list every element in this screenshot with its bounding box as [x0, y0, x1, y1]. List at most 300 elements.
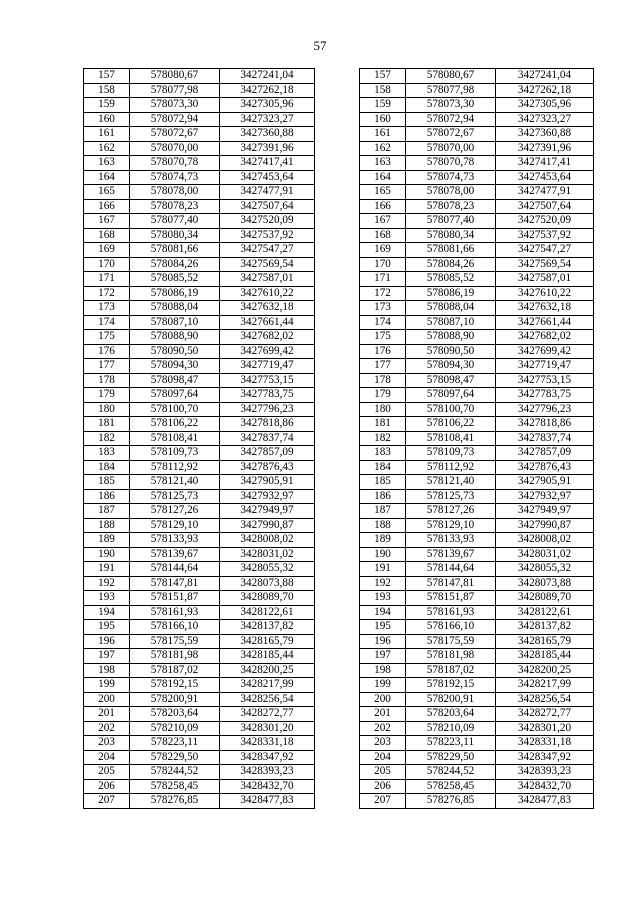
right-y-coordinate-cell: 3427262,18 — [496, 83, 594, 98]
left-x-coordinate-cell: 578077,98 — [130, 83, 220, 98]
right-y-coordinate-cell: 3428272,77 — [496, 707, 594, 722]
right-x-coordinate-cell: 578088,04 — [406, 301, 496, 316]
right-y-coordinate-cell: 3427682,02 — [496, 330, 594, 345]
left-point-number-cell: 192 — [84, 576, 130, 591]
left-x-coordinate-cell: 578084,26 — [130, 257, 220, 272]
column-gap-cell — [315, 272, 360, 287]
right-point-number-cell: 185 — [360, 475, 406, 490]
left-y-coordinate-cell: 3427391,96 — [220, 141, 315, 156]
left-x-coordinate-cell: 578175,59 — [130, 634, 220, 649]
left-point-number-cell: 181 — [84, 417, 130, 432]
left-point-number-cell: 188 — [84, 518, 130, 533]
right-y-coordinate-cell: 3427837,74 — [496, 431, 594, 446]
left-y-coordinate-cell: 3427587,01 — [220, 272, 315, 287]
right-point-number-cell: 186 — [360, 489, 406, 504]
column-gap-cell — [315, 707, 360, 722]
left-x-coordinate-cell: 578187,02 — [130, 663, 220, 678]
table-row — [84, 663, 594, 678]
left-y-coordinate-cell: 3428347,92 — [220, 750, 315, 765]
left-y-coordinate-cell: 3428331,18 — [220, 736, 315, 751]
right-point-number-cell: 203 — [360, 736, 406, 751]
right-point-number-cell: 205 — [360, 765, 406, 780]
left-y-coordinate-cell: 3428477,83 — [220, 794, 315, 809]
left-x-coordinate-cell: 578088,04 — [130, 301, 220, 316]
right-y-coordinate-cell: 3427661,44 — [496, 315, 594, 330]
right-y-coordinate-cell: 3427453,64 — [496, 170, 594, 185]
right-y-coordinate-cell: 3428185,44 — [496, 649, 594, 664]
right-x-coordinate-cell: 578133,93 — [406, 533, 496, 548]
column-gap-cell — [315, 373, 360, 388]
left-x-coordinate-cell: 578087,10 — [130, 315, 220, 330]
left-point-number-cell: 203 — [84, 736, 130, 751]
right-point-number-cell: 179 — [360, 388, 406, 403]
right-x-coordinate-cell: 578129,10 — [406, 518, 496, 533]
left-y-coordinate-cell: 3427477,91 — [220, 185, 315, 200]
right-point-number-cell: 190 — [360, 547, 406, 562]
right-x-coordinate-cell: 578070,78 — [406, 156, 496, 171]
left-x-coordinate-cell: 578125,73 — [130, 489, 220, 504]
right-y-coordinate-cell: 3427632,18 — [496, 301, 594, 316]
right-point-number-cell: 206 — [360, 779, 406, 794]
left-y-coordinate-cell: 3428122,61 — [220, 605, 315, 620]
left-point-number-cell: 163 — [84, 156, 130, 171]
right-x-coordinate-cell: 578244,52 — [406, 765, 496, 780]
right-x-coordinate-cell: 578139,67 — [406, 547, 496, 562]
table-row — [84, 446, 594, 461]
left-point-number-cell: 194 — [84, 605, 130, 620]
coordinates-table-body — [84, 69, 594, 809]
left-y-coordinate-cell: 3427783,75 — [220, 388, 315, 403]
left-point-number-cell: 170 — [84, 257, 130, 272]
right-y-coordinate-cell: 3427753,15 — [496, 373, 594, 388]
right-y-coordinate-cell: 3428073,88 — [496, 576, 594, 591]
right-point-number-cell: 193 — [360, 591, 406, 606]
column-gap-cell — [315, 504, 360, 519]
column-gap-cell — [315, 591, 360, 606]
right-point-number-cell: 169 — [360, 243, 406, 258]
right-y-coordinate-cell: 3428217,99 — [496, 678, 594, 693]
left-y-coordinate-cell: 3427682,02 — [220, 330, 315, 345]
left-point-number-cell: 172 — [84, 286, 130, 301]
column-gap-cell — [315, 315, 360, 330]
left-y-coordinate-cell: 3427932,97 — [220, 489, 315, 504]
left-y-coordinate-cell: 3428200,25 — [220, 663, 315, 678]
right-x-coordinate-cell: 578127,26 — [406, 504, 496, 519]
right-y-coordinate-cell: 3427507,64 — [496, 199, 594, 214]
right-y-coordinate-cell: 3428393,23 — [496, 765, 594, 780]
right-x-coordinate-cell: 578087,10 — [406, 315, 496, 330]
column-gap-cell — [315, 228, 360, 243]
left-point-number-cell: 167 — [84, 214, 130, 229]
right-x-coordinate-cell: 578223,11 — [406, 736, 496, 751]
table-row — [84, 286, 594, 301]
left-point-number-cell: 166 — [84, 199, 130, 214]
left-y-coordinate-cell: 3428073,88 — [220, 576, 315, 591]
right-y-coordinate-cell: 3427905,91 — [496, 475, 594, 490]
table-row — [84, 489, 594, 504]
column-gap-cell — [315, 692, 360, 707]
right-point-number-cell: 173 — [360, 301, 406, 316]
right-y-coordinate-cell: 3427323,27 — [496, 112, 594, 127]
column-gap-cell — [315, 301, 360, 316]
right-y-coordinate-cell: 3428137,82 — [496, 620, 594, 635]
column-gap-cell — [315, 475, 360, 490]
right-point-number-cell: 170 — [360, 257, 406, 272]
left-y-coordinate-cell: 3427610,22 — [220, 286, 315, 301]
column-gap-cell — [315, 69, 360, 84]
column-gap-cell — [315, 199, 360, 214]
column-gap-cell — [315, 663, 360, 678]
table-row — [84, 315, 594, 330]
left-y-coordinate-cell: 3428256,54 — [220, 692, 315, 707]
left-x-coordinate-cell: 578100,70 — [130, 402, 220, 417]
left-x-coordinate-cell: 578098,47 — [130, 373, 220, 388]
table-row — [84, 141, 594, 156]
right-point-number-cell: 204 — [360, 750, 406, 765]
right-y-coordinate-cell: 3427699,42 — [496, 344, 594, 359]
left-point-number-cell: 165 — [84, 185, 130, 200]
right-y-coordinate-cell: 3427547,27 — [496, 243, 594, 258]
table-row — [84, 243, 594, 258]
left-point-number-cell: 173 — [84, 301, 130, 316]
left-point-number-cell: 202 — [84, 721, 130, 736]
right-point-number-cell: 188 — [360, 518, 406, 533]
left-x-coordinate-cell: 578210,09 — [130, 721, 220, 736]
right-point-number-cell: 207 — [360, 794, 406, 809]
right-point-number-cell: 177 — [360, 359, 406, 374]
right-x-coordinate-cell: 578106,22 — [406, 417, 496, 432]
left-point-number-cell: 183 — [84, 446, 130, 461]
right-x-coordinate-cell: 578077,98 — [406, 83, 496, 98]
table-row — [84, 605, 594, 620]
right-x-coordinate-cell: 578094,30 — [406, 359, 496, 374]
right-x-coordinate-cell: 578166,10 — [406, 620, 496, 635]
left-y-coordinate-cell: 3428301,20 — [220, 721, 315, 736]
column-gap-cell — [315, 562, 360, 577]
left-point-number-cell: 207 — [84, 794, 130, 809]
right-point-number-cell: 163 — [360, 156, 406, 171]
table-row — [84, 721, 594, 736]
right-point-number-cell: 168 — [360, 228, 406, 243]
left-x-coordinate-cell: 578129,10 — [130, 518, 220, 533]
right-y-coordinate-cell: 3428347,92 — [496, 750, 594, 765]
right-point-number-cell: 199 — [360, 678, 406, 693]
left-point-number-cell: 169 — [84, 243, 130, 258]
column-gap-cell — [315, 533, 360, 548]
left-y-coordinate-cell: 3428055,32 — [220, 562, 315, 577]
column-gap-cell — [315, 243, 360, 258]
table-row — [84, 127, 594, 142]
left-x-coordinate-cell: 578127,26 — [130, 504, 220, 519]
right-point-number-cell: 164 — [360, 170, 406, 185]
table-row — [84, 344, 594, 359]
table-row — [84, 112, 594, 127]
column-gap-cell — [315, 446, 360, 461]
left-y-coordinate-cell: 3427360,88 — [220, 127, 315, 142]
right-x-coordinate-cell: 578192,15 — [406, 678, 496, 693]
right-y-coordinate-cell: 3427417,41 — [496, 156, 594, 171]
column-gap-cell — [315, 388, 360, 403]
right-y-coordinate-cell: 3428165,79 — [496, 634, 594, 649]
left-x-coordinate-cell: 578147,81 — [130, 576, 220, 591]
right-y-coordinate-cell: 3427796,23 — [496, 402, 594, 417]
left-y-coordinate-cell: 3427837,74 — [220, 431, 315, 446]
left-x-coordinate-cell: 578276,85 — [130, 794, 220, 809]
left-x-coordinate-cell: 578112,92 — [130, 460, 220, 475]
left-point-number-cell: 190 — [84, 547, 130, 562]
column-gap-cell — [315, 257, 360, 272]
right-y-coordinate-cell: 3427305,96 — [496, 98, 594, 113]
table-row — [84, 431, 594, 446]
left-x-coordinate-cell: 578094,30 — [130, 359, 220, 374]
left-x-coordinate-cell: 578106,22 — [130, 417, 220, 432]
right-y-coordinate-cell: 3427477,91 — [496, 185, 594, 200]
right-x-coordinate-cell: 578078,23 — [406, 199, 496, 214]
right-x-coordinate-cell: 578147,81 — [406, 576, 496, 591]
column-gap-cell — [315, 620, 360, 635]
left-y-coordinate-cell: 3427241,04 — [220, 69, 315, 84]
left-y-coordinate-cell: 3427569,54 — [220, 257, 315, 272]
right-y-coordinate-cell: 3428008,02 — [496, 533, 594, 548]
right-x-coordinate-cell: 578112,92 — [406, 460, 496, 475]
right-x-coordinate-cell: 578161,93 — [406, 605, 496, 620]
table-row — [84, 765, 594, 780]
right-point-number-cell: 175 — [360, 330, 406, 345]
left-x-coordinate-cell: 578121,40 — [130, 475, 220, 490]
right-x-coordinate-cell: 578085,52 — [406, 272, 496, 287]
right-y-coordinate-cell: 3427569,54 — [496, 257, 594, 272]
left-point-number-cell: 174 — [84, 315, 130, 330]
right-point-number-cell: 180 — [360, 402, 406, 417]
right-y-coordinate-cell: 3427932,97 — [496, 489, 594, 504]
left-point-number-cell: 178 — [84, 373, 130, 388]
left-point-number-cell: 191 — [84, 562, 130, 577]
table-row — [84, 228, 594, 243]
right-x-coordinate-cell: 578175,59 — [406, 634, 496, 649]
left-point-number-cell: 162 — [84, 141, 130, 156]
right-y-coordinate-cell: 3427949,97 — [496, 504, 594, 519]
table-row — [84, 576, 594, 591]
left-point-number-cell: 159 — [84, 98, 130, 113]
page-number: 57 — [313, 38, 327, 53]
left-y-coordinate-cell: 3428031,02 — [220, 547, 315, 562]
right-x-coordinate-cell: 578084,26 — [406, 257, 496, 272]
left-point-number-cell: 171 — [84, 272, 130, 287]
right-point-number-cell: 184 — [360, 460, 406, 475]
right-point-number-cell: 176 — [360, 344, 406, 359]
left-y-coordinate-cell: 3427753,15 — [220, 373, 315, 388]
left-y-coordinate-cell: 3428008,02 — [220, 533, 315, 548]
right-y-coordinate-cell: 3428331,18 — [496, 736, 594, 751]
table-row — [84, 620, 594, 635]
right-point-number-cell: 202 — [360, 721, 406, 736]
column-gap-cell — [315, 547, 360, 562]
table-row — [84, 460, 594, 475]
left-x-coordinate-cell: 578077,40 — [130, 214, 220, 229]
left-x-coordinate-cell: 578108,41 — [130, 431, 220, 446]
column-gap-cell — [315, 576, 360, 591]
left-y-coordinate-cell: 3427857,09 — [220, 446, 315, 461]
column-gap-cell — [315, 649, 360, 664]
left-point-number-cell: 200 — [84, 692, 130, 707]
right-y-coordinate-cell: 3428301,20 — [496, 721, 594, 736]
table-row — [84, 562, 594, 577]
left-point-number-cell: 193 — [84, 591, 130, 606]
column-gap-cell — [315, 765, 360, 780]
table-row — [84, 533, 594, 548]
column-gap-cell — [315, 286, 360, 301]
right-y-coordinate-cell: 3428055,32 — [496, 562, 594, 577]
left-x-coordinate-cell: 578244,52 — [130, 765, 220, 780]
left-y-coordinate-cell: 3427520,09 — [220, 214, 315, 229]
right-x-coordinate-cell: 578072,67 — [406, 127, 496, 142]
right-y-coordinate-cell: 3428256,54 — [496, 692, 594, 707]
left-x-coordinate-cell: 578072,67 — [130, 127, 220, 142]
right-x-coordinate-cell: 578121,40 — [406, 475, 496, 490]
left-point-number-cell: 199 — [84, 678, 130, 693]
table-row — [84, 547, 594, 562]
right-x-coordinate-cell: 578258,45 — [406, 779, 496, 794]
left-point-number-cell: 198 — [84, 663, 130, 678]
left-x-coordinate-cell: 578072,94 — [130, 112, 220, 127]
table-row — [84, 272, 594, 287]
column-gap-cell — [315, 112, 360, 127]
right-point-number-cell: 159 — [360, 98, 406, 113]
left-y-coordinate-cell: 3428165,79 — [220, 634, 315, 649]
column-gap-cell — [315, 750, 360, 765]
left-x-coordinate-cell: 578200,91 — [130, 692, 220, 707]
left-y-coordinate-cell: 3427905,91 — [220, 475, 315, 490]
left-y-coordinate-cell: 3427305,96 — [220, 98, 315, 113]
left-y-coordinate-cell: 3427876,43 — [220, 460, 315, 475]
left-x-coordinate-cell: 578078,23 — [130, 199, 220, 214]
right-x-coordinate-cell: 578080,67 — [406, 69, 496, 84]
table-row — [84, 214, 594, 229]
right-y-coordinate-cell: 3428432,70 — [496, 779, 594, 794]
left-point-number-cell: 168 — [84, 228, 130, 243]
left-x-coordinate-cell: 578203,64 — [130, 707, 220, 722]
right-x-coordinate-cell: 578078,00 — [406, 185, 496, 200]
column-gap-cell — [315, 170, 360, 185]
column-gap-cell — [315, 634, 360, 649]
left-point-number-cell: 195 — [84, 620, 130, 635]
left-y-coordinate-cell: 3428272,77 — [220, 707, 315, 722]
left-point-number-cell: 196 — [84, 634, 130, 649]
right-point-number-cell: 172 — [360, 286, 406, 301]
right-point-number-cell: 157 — [360, 69, 406, 84]
right-point-number-cell: 158 — [360, 83, 406, 98]
left-y-coordinate-cell: 3427796,23 — [220, 402, 315, 417]
right-x-coordinate-cell: 578088,90 — [406, 330, 496, 345]
table-row — [84, 475, 594, 490]
right-x-coordinate-cell: 578210,09 — [406, 721, 496, 736]
right-point-number-cell: 187 — [360, 504, 406, 519]
right-y-coordinate-cell: 3427537,92 — [496, 228, 594, 243]
left-x-coordinate-cell: 578258,45 — [130, 779, 220, 794]
table-row — [84, 199, 594, 214]
left-point-number-cell: 175 — [84, 330, 130, 345]
column-gap-cell — [315, 402, 360, 417]
right-x-coordinate-cell: 578072,94 — [406, 112, 496, 127]
left-x-coordinate-cell: 578088,90 — [130, 330, 220, 345]
right-y-coordinate-cell: 3427876,43 — [496, 460, 594, 475]
left-point-number-cell: 176 — [84, 344, 130, 359]
right-y-coordinate-cell: 3428031,02 — [496, 547, 594, 562]
left-x-coordinate-cell: 578109,73 — [130, 446, 220, 461]
left-y-coordinate-cell: 3427699,42 — [220, 344, 315, 359]
right-x-coordinate-cell: 578086,19 — [406, 286, 496, 301]
left-x-coordinate-cell: 578080,67 — [130, 69, 220, 84]
left-y-coordinate-cell: 3427632,18 — [220, 301, 315, 316]
table-row — [84, 402, 594, 417]
right-y-coordinate-cell: 3428200,25 — [496, 663, 594, 678]
table-row — [84, 678, 594, 693]
right-y-coordinate-cell: 3427610,22 — [496, 286, 594, 301]
left-point-number-cell: 187 — [84, 504, 130, 519]
right-x-coordinate-cell: 578200,91 — [406, 692, 496, 707]
right-y-coordinate-cell: 3427587,01 — [496, 272, 594, 287]
right-x-coordinate-cell: 578125,73 — [406, 489, 496, 504]
right-x-coordinate-cell: 578074,73 — [406, 170, 496, 185]
column-gap-cell — [315, 431, 360, 446]
left-y-coordinate-cell: 3427417,41 — [220, 156, 315, 171]
table-row — [84, 417, 594, 432]
table-row — [84, 707, 594, 722]
right-y-coordinate-cell: 3428089,70 — [496, 591, 594, 606]
left-point-number-cell: 164 — [84, 170, 130, 185]
column-gap-cell — [315, 344, 360, 359]
left-point-number-cell: 206 — [84, 779, 130, 794]
table-row — [84, 98, 594, 113]
left-y-coordinate-cell: 3428217,99 — [220, 678, 315, 693]
right-x-coordinate-cell: 578229,50 — [406, 750, 496, 765]
table-row — [84, 69, 594, 84]
right-point-number-cell: 189 — [360, 533, 406, 548]
column-gap-cell — [315, 605, 360, 620]
left-y-coordinate-cell: 3428089,70 — [220, 591, 315, 606]
left-x-coordinate-cell: 578070,00 — [130, 141, 220, 156]
table-row — [84, 692, 594, 707]
left-y-coordinate-cell: 3428185,44 — [220, 649, 315, 664]
right-x-coordinate-cell: 578098,47 — [406, 373, 496, 388]
left-y-coordinate-cell: 3427990,87 — [220, 518, 315, 533]
column-gap-cell — [315, 721, 360, 736]
left-point-number-cell: 180 — [84, 402, 130, 417]
right-x-coordinate-cell: 578109,73 — [406, 446, 496, 461]
left-point-number-cell: 189 — [84, 533, 130, 548]
right-x-coordinate-cell: 578187,02 — [406, 663, 496, 678]
right-y-coordinate-cell: 3428477,83 — [496, 794, 594, 809]
column-gap-cell — [315, 794, 360, 809]
right-point-number-cell: 182 — [360, 431, 406, 446]
left-y-coordinate-cell: 3428432,70 — [220, 779, 315, 794]
right-point-number-cell: 162 — [360, 141, 406, 156]
column-gap-cell — [315, 417, 360, 432]
left-x-coordinate-cell: 578090,50 — [130, 344, 220, 359]
right-point-number-cell: 198 — [360, 663, 406, 678]
left-y-coordinate-cell: 3428393,23 — [220, 765, 315, 780]
left-x-coordinate-cell: 578181,98 — [130, 649, 220, 664]
left-point-number-cell: 157 — [84, 69, 130, 84]
right-x-coordinate-cell: 578144,64 — [406, 562, 496, 577]
right-x-coordinate-cell: 578097,64 — [406, 388, 496, 403]
right-y-coordinate-cell: 3427391,96 — [496, 141, 594, 156]
right-point-number-cell: 171 — [360, 272, 406, 287]
left-point-number-cell: 160 — [84, 112, 130, 127]
right-y-coordinate-cell: 3427360,88 — [496, 127, 594, 142]
column-gap-cell — [315, 678, 360, 693]
right-point-number-cell: 196 — [360, 634, 406, 649]
